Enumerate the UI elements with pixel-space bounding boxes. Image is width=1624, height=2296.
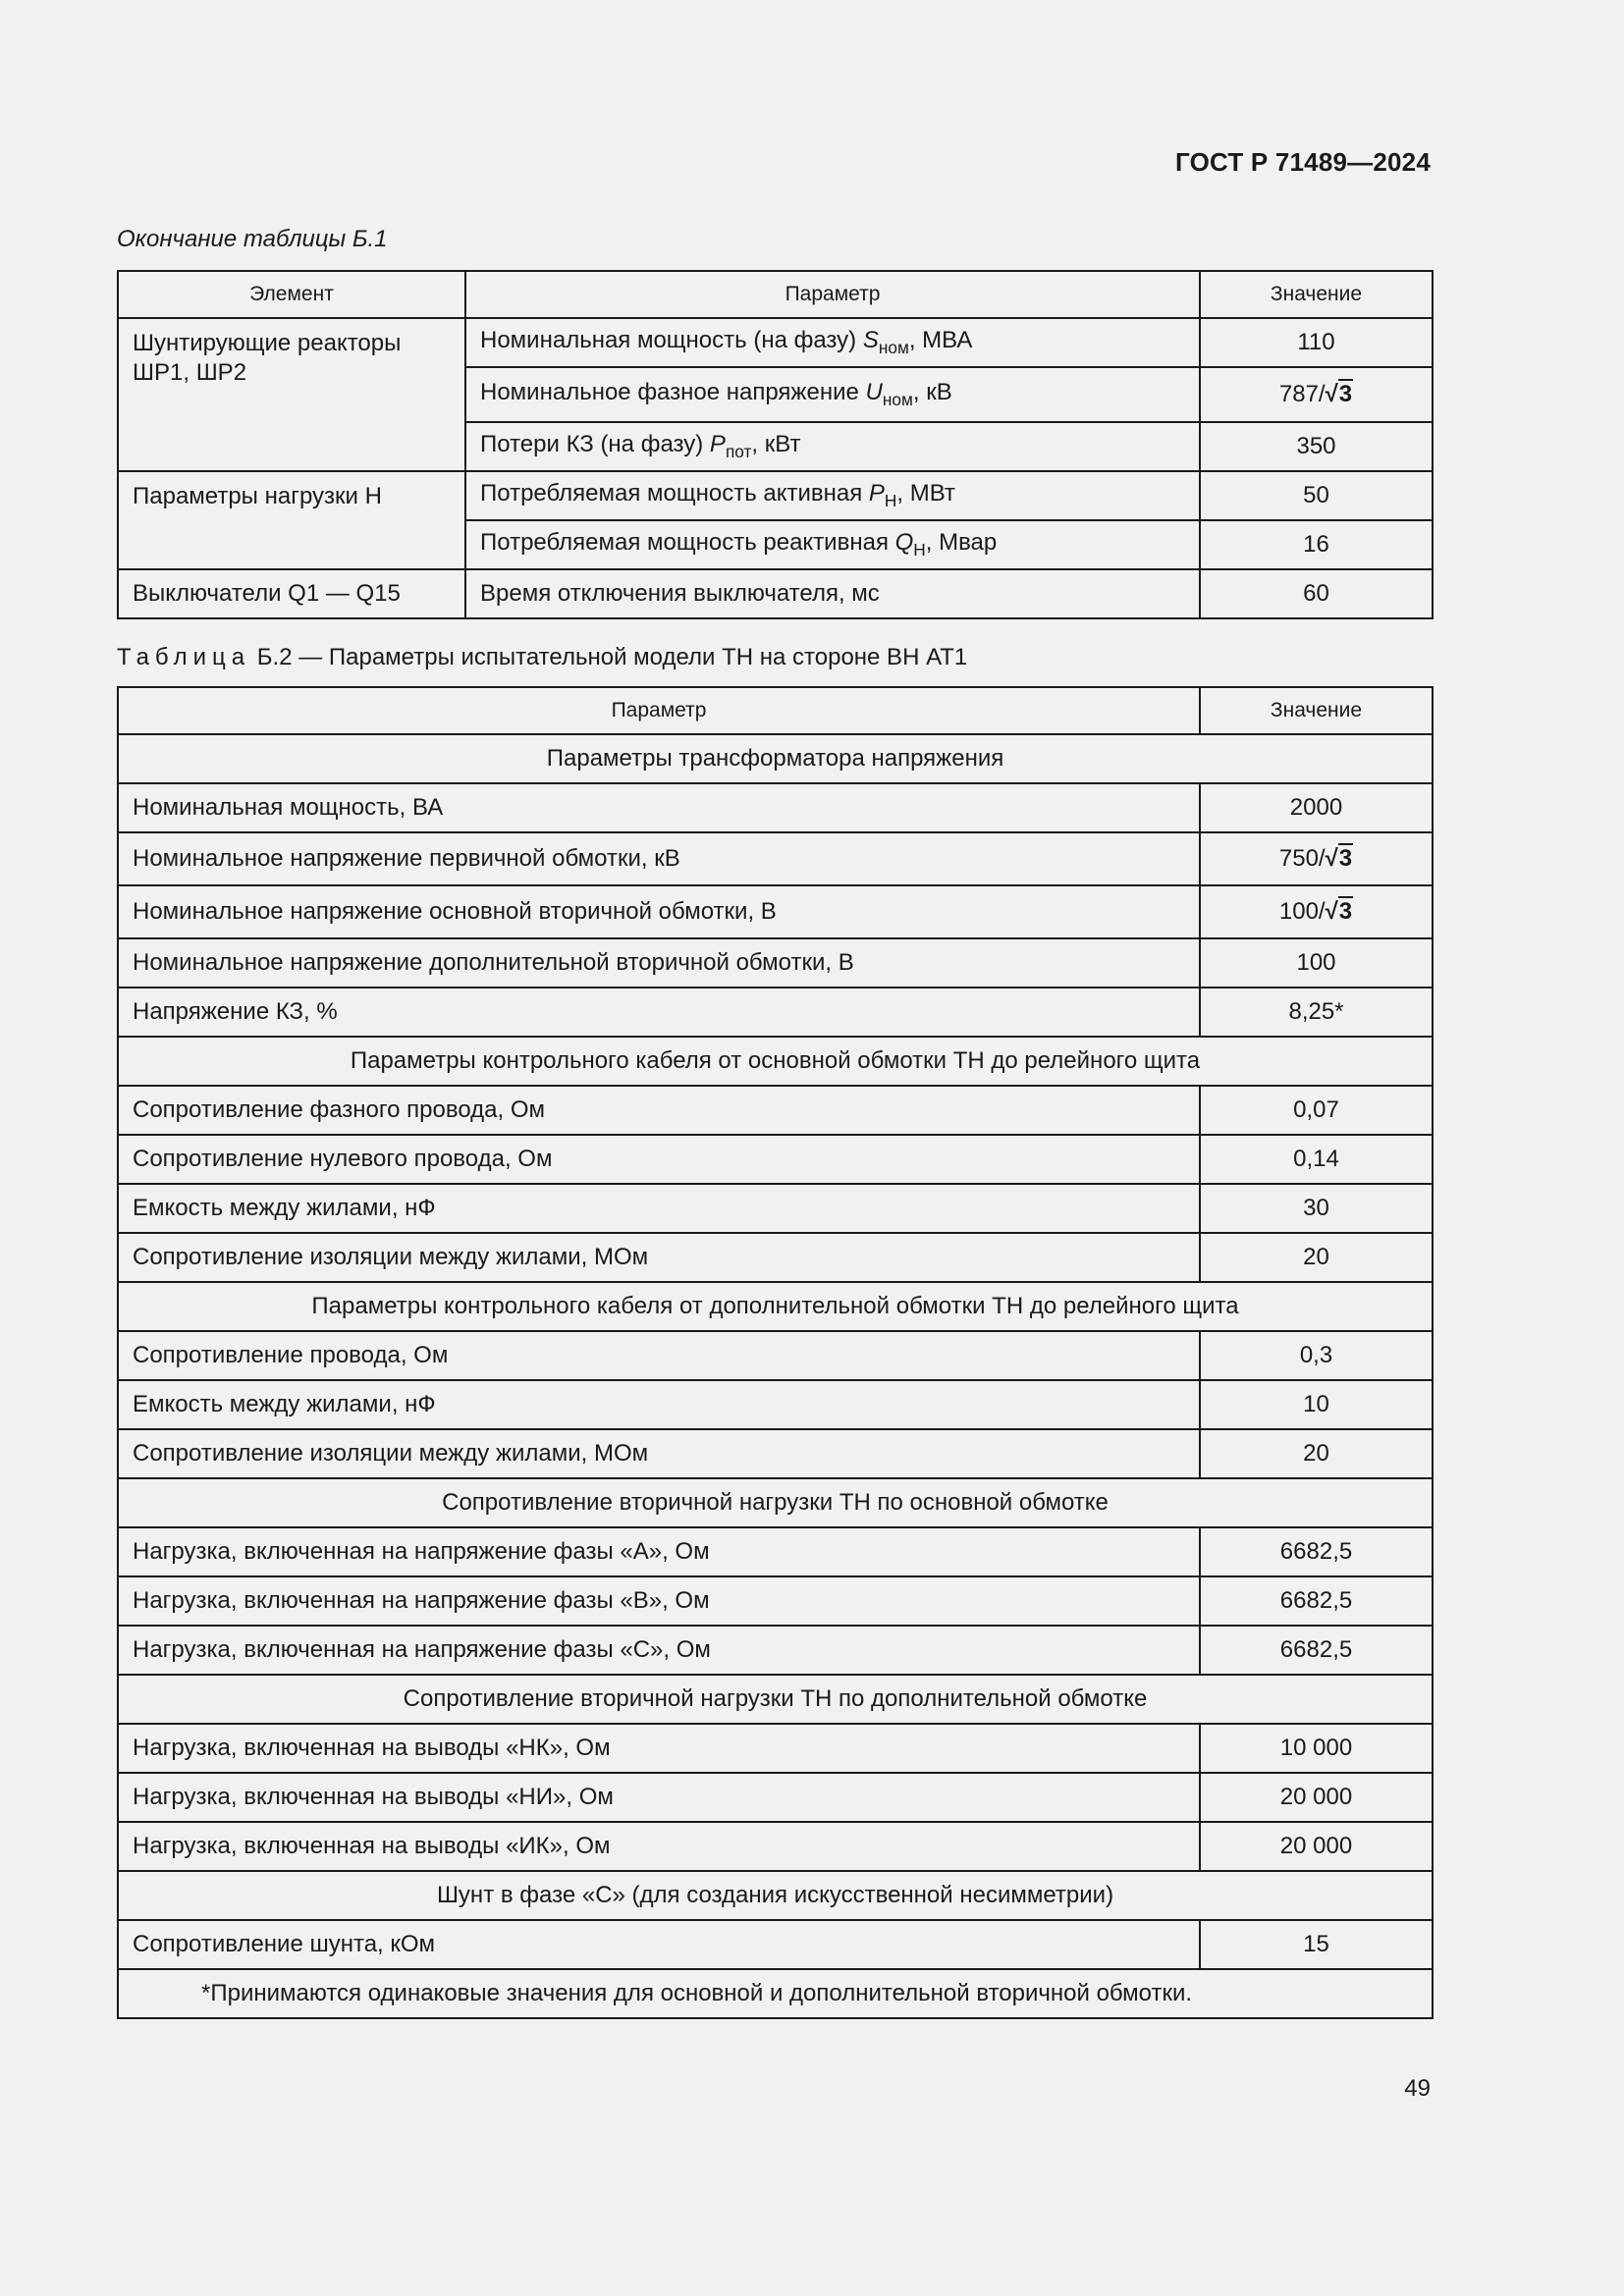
- table-footnote: *Принимаются одинаковые значения для основной и дополнительной вторичной обмотки.: [118, 1969, 1433, 2018]
- table-row: [118, 1331, 1433, 1380]
- parameter-cell: Нагрузка, включенная на напряжение фазы «А», Ом: [118, 1527, 1200, 1576]
- element-cell: Параметры нагрузки Н: [118, 471, 465, 569]
- table-header-row: [118, 271, 1433, 318]
- value-cell: 100: [1200, 938, 1433, 988]
- section-row: [118, 1478, 1433, 1527]
- parameter-cell: Нагрузка, включенная на напряжение фазы «В», Ом: [118, 1576, 1200, 1626]
- sqrt-symbol: √3: [1325, 845, 1353, 872]
- table-row: [118, 1086, 1433, 1135]
- table-row: [118, 832, 1433, 885]
- element-cell: Выключатели Q1 — Q15: [118, 569, 465, 618]
- footnote-row: [118, 1969, 1433, 2018]
- parameter-cell: Сопротивление шунта, кОм: [118, 1920, 1200, 1969]
- table-row: [118, 885, 1433, 938]
- value-cell: 10 000: [1200, 1724, 1433, 1773]
- value-cell: 16: [1200, 520, 1433, 569]
- value-cell: 6682,5: [1200, 1527, 1433, 1576]
- parameter-cell: Потребляемая мощность активная $P_Н$, МВт: [465, 471, 1200, 520]
- section-row: [118, 734, 1433, 783]
- table-row: [118, 1135, 1433, 1184]
- parameter-cell: Сопротивление провода, Ом: [118, 1331, 1200, 1380]
- value-cell: 15: [1200, 1920, 1433, 1969]
- parameter-cell: Потребляемая мощность реактивная $Q_Н$, Мвар: [465, 520, 1200, 569]
- section-title: Шунт в фазе «С» (для создания искусственной несимметрии): [118, 1871, 1433, 1920]
- section-row: [118, 1282, 1433, 1331]
- section-title: Сопротивление вторичной нагрузки ТН по дополнительной обмотке: [118, 1675, 1433, 1724]
- document-id: ГОСТ Р 71489—2024: [1175, 147, 1431, 177]
- parameter-cell: Номинальное напряжение первичной обмотки, кВ: [118, 832, 1200, 885]
- value-cell: 20 000: [1200, 1773, 1433, 1822]
- value-cell: 100/√3: [1200, 885, 1433, 938]
- value-cell: 750/√3: [1200, 832, 1433, 885]
- element-cell: Шунтирующие реакторы ШР1, ШР2: [118, 318, 465, 471]
- table-row: [118, 1429, 1433, 1478]
- parameter-cell: Потери КЗ (на фазу) $P_{пот}$, кВт: [465, 422, 1200, 471]
- table-row: [118, 1184, 1433, 1233]
- parameter-cell: Нагрузка, включенная на выводы «НИ», Ом: [118, 1773, 1200, 1822]
- table-row: [118, 1380, 1433, 1429]
- parameter-cell: Сопротивление фазного провода, Ом: [118, 1086, 1200, 1135]
- column-header: Параметр: [118, 687, 1200, 734]
- value-cell: 0,14: [1200, 1135, 1433, 1184]
- parameter-cell: Время отключения выключателя, мс: [465, 569, 1200, 618]
- section-row: [118, 1037, 1433, 1086]
- table-row: [118, 318, 1433, 367]
- column-header: Элемент: [118, 271, 465, 318]
- value-cell: 0,3: [1200, 1331, 1433, 1380]
- section-title: Параметры контрольного кабеля от основной обмотки ТН до релейного щита: [118, 1037, 1433, 1086]
- table-row: [118, 569, 1433, 618]
- value-cell: 50: [1200, 471, 1433, 520]
- parameter-cell: Номинальная мощность (на фазу) $S_{ном}$, МВА: [465, 318, 1200, 367]
- value-cell: 350: [1200, 422, 1433, 471]
- value-cell: 6682,5: [1200, 1576, 1433, 1626]
- section-title: Параметры трансформатора напряжения: [118, 734, 1433, 783]
- table-row: [118, 1527, 1433, 1576]
- value-cell: 8,25*: [1200, 988, 1433, 1037]
- parameter-cell: Емкость между жилами, нФ: [118, 1184, 1200, 1233]
- value-cell: 6682,5: [1200, 1626, 1433, 1675]
- parameter-cell: Номинальное напряжение основной вторичной обмотки, В: [118, 885, 1200, 938]
- table-row: [118, 1920, 1433, 1969]
- table-header-row: [118, 687, 1433, 734]
- table-row: [118, 1626, 1433, 1675]
- parameter-cell: Емкость между жилами, нФ: [118, 1380, 1200, 1429]
- value-cell: 787/√3: [1200, 367, 1433, 422]
- parameter-cell: Нагрузка, включенная на выводы «ИК», Ом: [118, 1822, 1200, 1871]
- value-cell: 30: [1200, 1184, 1433, 1233]
- value-cell: 0,07: [1200, 1086, 1433, 1135]
- table2-caption: Таблица Б.2 — Параметры испытательной модели ТН на стороне ВН АТ1: [117, 644, 968, 670]
- value-cell: 20: [1200, 1429, 1433, 1478]
- table-row: [118, 1724, 1433, 1773]
- column-header: Значение: [1200, 687, 1433, 734]
- value-cell: 2000: [1200, 783, 1433, 832]
- value-cell: 20: [1200, 1233, 1433, 1282]
- table-row: [118, 471, 1433, 520]
- parameter-cell: Нагрузка, включенная на выводы «НК», Ом: [118, 1724, 1200, 1773]
- table1-caption: Окончание таблицы Б.1: [117, 226, 388, 252]
- table-row: [118, 938, 1433, 988]
- value-cell: 60: [1200, 569, 1433, 618]
- parameter-cell: Сопротивление изоляции между жилами, МОм: [118, 1429, 1200, 1478]
- section-title: Сопротивление вторичной нагрузки ТН по основной обмотке: [118, 1478, 1433, 1527]
- table-row: [118, 1233, 1433, 1282]
- sqrt-symbol: √3: [1325, 381, 1353, 407]
- table-row: [118, 783, 1433, 832]
- table-b2: [117, 686, 1434, 2019]
- column-header: Параметр: [465, 271, 1200, 318]
- parameter-cell: Нагрузка, включенная на напряжение фазы «С», Ом: [118, 1626, 1200, 1675]
- parameter-cell: Номинальное напряжение дополнительной вторичной обмотки, В: [118, 938, 1200, 988]
- value-cell: 110: [1200, 318, 1433, 367]
- section-row: [118, 1675, 1433, 1724]
- parameter-cell: Номинальная мощность, ВА: [118, 783, 1200, 832]
- section-row: [118, 1871, 1433, 1920]
- sqrt-symbol: √3: [1325, 898, 1353, 925]
- table-row: [118, 1822, 1433, 1871]
- parameter-cell: Сопротивление нулевого провода, Ом: [118, 1135, 1200, 1184]
- value-cell: 10: [1200, 1380, 1433, 1429]
- parameter-cell: Сопротивление изоляции между жилами, МОм: [118, 1233, 1200, 1282]
- parameter-cell: Напряжение КЗ, %: [118, 988, 1200, 1037]
- column-header: Значение: [1200, 271, 1433, 318]
- section-title: Параметры контрольного кабеля от дополнительной обмотки ТН до релейного щита: [118, 1282, 1433, 1331]
- page-number: 49: [1404, 2075, 1431, 2102]
- value-cell: 20 000: [1200, 1822, 1433, 1871]
- table-b1-end: [117, 270, 1434, 619]
- parameter-cell: Номинальное фазное напряжение $U_{ном}$, кВ: [465, 367, 1200, 422]
- table-row: [118, 1576, 1433, 1626]
- table-row: [118, 1773, 1433, 1822]
- table-row: [118, 988, 1433, 1037]
